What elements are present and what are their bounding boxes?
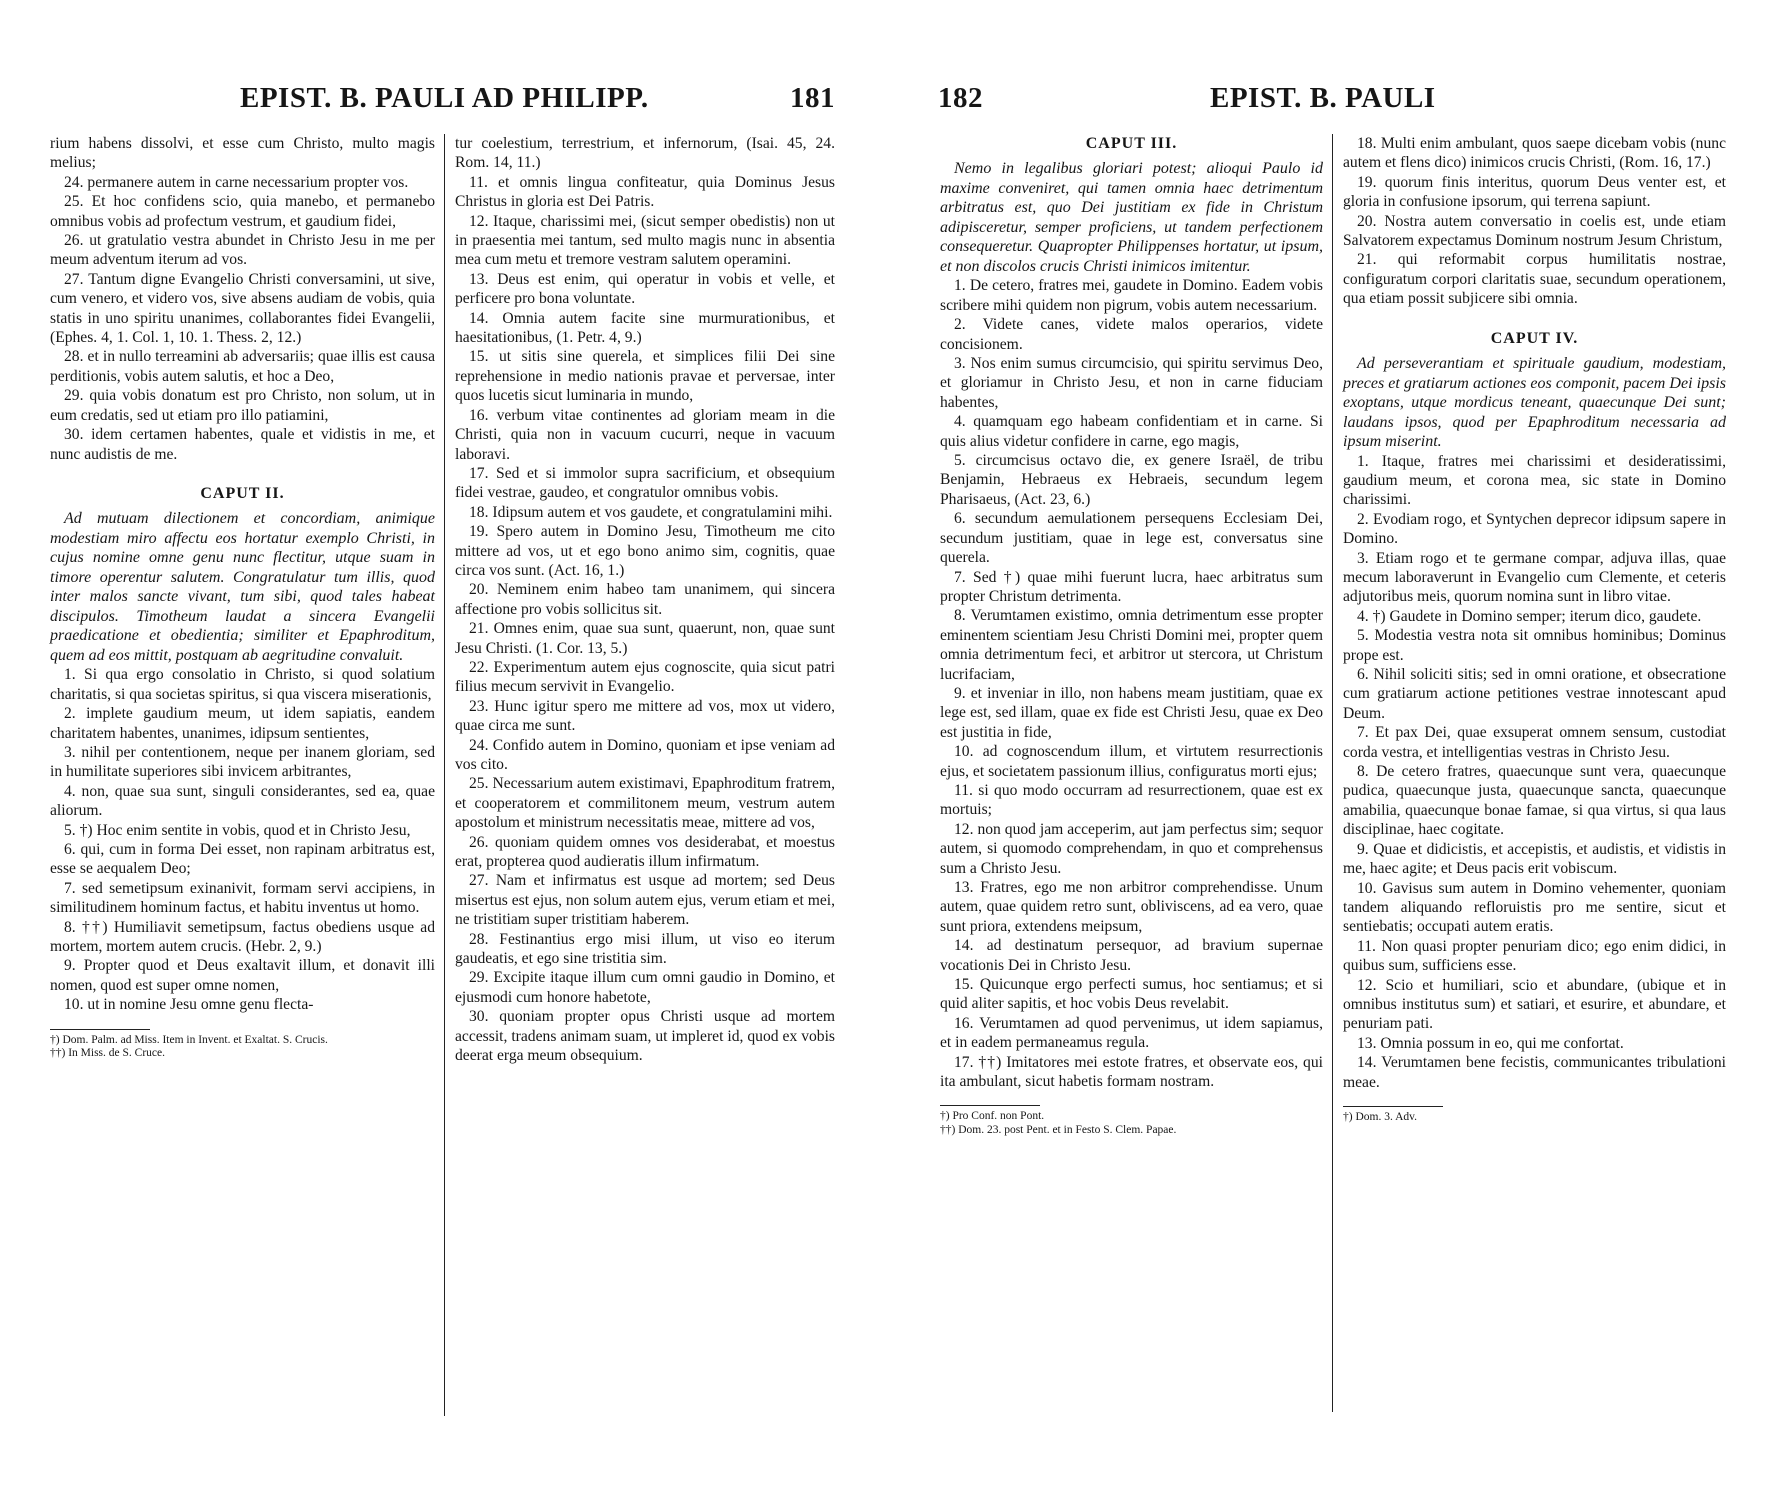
verse-paragraph: 24. Confido autem in Domino, quoniam et ipse veniam ad vos cito. [455,736,835,773]
verse-paragraph: 5. Modestia vestra nota sit omnibus hominibus; Dominus prope est. [1343,627,1726,664]
verse-paragraph: 1. Si qua ergo consolatio in Christo, si quod solatium charitatis, si qua societas spiritus, si qua viscera miserationis, [50,666,435,703]
verse-paragraph: 1. De cetero, fratres mei, gaudete in Domino. Eadem vobis scribere mihi quidem non pigrum, vobis autem necessarium. [940,277,1323,314]
verse-paragraph: 12. Scio et humiliari, scio et abundare, (ubique et in omnibus institutus sum) et satiari, et esurire, et abundare, et penuriam pati. [1343,976,1726,1033]
verse-paragraph: 28. Festinantius ergo misi illum, ut viso eo iterum gaudeatis, et ego sine tristitia sim. [455,930,835,968]
verse-paragraph: 29. Excipite itaque illum cum omni gaudio in Domino, et ejusmodi cum honore habetote, [455,969,835,1006]
footnotes [50,1034,435,1061]
verse-paragraph: 23. Hunc igitur spero me mittere ad vos, mox ut videro, quae circa me sunt. [455,697,835,735]
footnote-rule [1343,1106,1443,1107]
text-block [940,276,1323,1091]
verse-paragraph: 11. Non quasi propter penuriam dico; ego enim didici, in quibus sum, sufficiens esse. [1343,937,1726,975]
chapter-title: CAPUT II. [200,484,285,502]
running-head-title: EPIST. B. PAULI AD PHILIPP. [240,82,649,114]
verse-paragraph: rium habens dissolvi, et esse cum Christo, multo magis melius; [50,135,435,172]
text-block [1343,452,1726,1092]
page-number: 182 [938,82,983,114]
verse-paragraph: 17. Sed et si immolor supra sacrificium, et obsequium fidei vestrae, gaudeo, et congratulor omnibus vobis. [455,464,835,502]
left-column-1 [50,134,435,1061]
verse-paragraph: 10. ut in nomine Jesu omne genu flecta- [64,996,314,1014]
verse-paragraph: 16. verbum vitae continentes ad gloriam meam in die Christi, quia non in vacuum cucurri, neque in vacuum laboravi. [455,406,835,463]
verse-paragraph: 19. Spero autem in Domino Jesu, Timotheum me cito mittere ad vos, ut et ego bono animo sim, cognitis, quae circa vos sunt. (Act. 16, 1.) [455,523,835,579]
verse-paragraph: 17. ††) Imitatores mei estote fratres, et observate eos, qui ita ambulant, sicut habetis formam nostram. [940,1053,1323,1091]
verse-paragraph: 25. Necessarium autem existimavi, Epaphroditum fratrem, et cooperatorem et commilitonem meum, vestrum autem apostolum et ministrum necessitatis meae, mittere ad vos, [455,775,835,832]
verse-paragraph: 7. Sed †) quae mihi fuerunt lucra, haec arbitratus sum propter Christum detrimenta. [940,568,1323,605]
verse-paragraph: 21. Omnes enim, quae sua sunt, quaerunt, non, quae sunt Jesu Christi. (1. Cor. 13, 5.) [455,620,835,657]
chapter-title: CAPUT III. [1085,135,1178,152]
verse-paragraph: 6. Nihil soliciti sitis; sed in omni oratione, et obsecratione cum gratiarum actione petitiones vestrae innotescant apud Deum. [1343,666,1726,722]
chapter-argument: Ad mutuam dilectionem et concordiam, animique modestiam miro affectu eos hortatur exemplo Christi, in cujus nomine omne genu nunc flectitur, utque suam in timore operentur salutem. Congratulatur tum illis, quod inter malos sancte vivant, tum sibi, quod tales habeat discipulos. Timotheum laudat a sincera Evangelii praedicatione et obedientia; similiter et Epaphroditum, quem ad eos mittit, postquam ab aegritudine convaluit. [50,510,435,664]
verse-paragraph: 8. De cetero fratres, quaecunque sunt vera, quaecunque pudica, quaecunque justa, quaecunque sancta, quaecunque amabilia, quaecunque bonae famae, si qua virtus, si qua laus disciplinae, haec cogitate. [1343,763,1726,839]
verse-paragraph: 11. si quo modo occurram ad resurrectionem, quae est ex mortuis; [940,781,1323,819]
verse-paragraph: 28. et in nullo terreamini ab adversariis; quae illis est causa perditionis, vobis autem salutis, et hoc a Deo, [50,348,435,385]
left-column-2 [455,134,835,1066]
running-head-right [900,82,1780,122]
verse-paragraph: 26. ut gratulatio vestra abundet in Christo Jesu in me per meum adventum iterum ad vos. [50,232,435,269]
footnote: †) Dom. Palm. ad Miss. Item in Invent. et Exaltat. S. Crucis. [50,1033,328,1046]
footnote-rule [940,1105,1040,1106]
footnote: †) Pro Conf. non Pont. [940,1110,1045,1123]
verse-paragraph: 15. ut sitis sine querela, et simplices filii Dei sine reprehensione in medio nationis pravae et perversae, inter quos lucetis sicut luminaria in mundo, [455,348,835,405]
verse-paragraph: 9. et inveniar in illo, non habens meam justitiam, quae ex lege est, sed illam, quae ex fide est Christi Jesu, quae ex Deo est justitia in fide, [940,684,1323,741]
running-head-title: EPIST. B. PAULI [1210,82,1436,114]
verse-paragraph: 27. Nam et infirmatus est usque ad mortem; sed Deus misertus est ejus, non solum autem ejus, verum etiam et mei, ne tristitiam super tristitiam haberem. [455,872,835,929]
verse-paragraph: 14. Omnia autem facite sine murmurationibus, et haesitationibus, (1. Petr. 4, 9.) [455,309,835,347]
verse-paragraph: 7. sed semetipsum exinanivit, formam servi accipiens, in similitudinem hominum factus, et habitu inventus ut homo. [50,879,435,917]
verse-paragraph: 27. Tantum digne Evangelio Christi conversamini, ut sive, cum venero, et videro vos, sive absens audiam de vobis, quia statis in uno spiritu unanimes, collaborantes fidei Evangelii, (Ephes. 4, 1. Col. 1, 10. 1. Thess. 2, 12.) [50,270,435,347]
verse-paragraph: 20. Neminem enim habeo tam unanimem, qui sincera affectione pro vobis sollicitus sit. [455,581,835,618]
column-rule [1332,134,1333,1412]
verse-paragraph: 13. Omnia possum in eo, qui me confortat. [1357,1034,1624,1052]
verse-paragraph: 29. quia vobis donatum est pro Christo, non solum, ut in eum credatis, sed ut etiam pro illo patiamini, [50,387,435,424]
verse-paragraph: 18. Multi enim ambulant, quos saepe dicebam vobis (nunc autem et flens dico) inimicos crucis Christi, (Rom. 16, 17.) [1343,135,1726,172]
verse-paragraph: 6. qui, cum in forma Dei esset, non rapinam arbitratus est, esse se aequalem Deo; [50,840,435,878]
verse-paragraph: 15. Quicunque ergo perfecti sumus, hoc sentiamus; et si quid aliter sapitis, et hoc vobis Deus revelabit. [940,976,1323,1013]
chapter-argument: Nemo in legalibus gloriari potest; alioqui Paulo id maxime conveniret, qui tamen omnia haec detrimentum arbitratus est, quo Dei justitiam ex fide in Christum adipisceretur, semper proficiens, ut tandem perfectionem consequeretur. Quapropter Philippenses hortatur, ut ipsum, et non discolos crucis Christi inimicos imitentur. [940,160,1323,275]
verse-paragraph: 9. Propter quod et Deus exaltavit illum, et donavit illi nomen, quod est super omne nomen, [50,957,435,994]
verse-paragraph: 3. nihil per contentionem, neque per inanem gloriam, sed in humilitate superiores sibi invicem arbitrantes, [50,743,435,781]
text-block [50,134,435,464]
verse-paragraph: 5. circumcisus octavo die, ex genere Israël, de tribu Benjamin, Hebraeus ex Hebraeis, secundum legem Pharisaeus, (Act. 23, 6.) [940,452,1323,508]
page-number: 181 [790,82,835,114]
running-head-left [0,82,860,122]
chapter-title: CAPUT IV. [1490,329,1579,347]
right-column-2 [1343,134,1726,1124]
verse-paragraph: 12. Itaque, charissimi mei, (sicut semper obedistis) non ut in praesentia mei tantum, sed multo magis nunc in absentia mea cum metu et tremore vestram salutem operamini. [455,212,835,269]
verse-paragraph: 4. quamquam ego habeam confidentiam et in carne. Si quis alius videtur confidere in carne, ego magis, [940,413,1323,450]
verse-paragraph: 30. idem certamen habentes, quale et vidistis in me, et nunc audistis de me. [50,426,435,463]
text-block [50,665,435,1014]
chapter-argument: Ad perseverantiam et spirituale gaudium, modestiam, preces et gratiarum actiones eos componit, pacem Dei ipsis exoptans, utque mordicus teneant, quaecunque Dei sunt; laudans ipsos, quod per Epaphroditum necessaria ad ipsum miserint. [1343,355,1726,451]
text-block [455,134,835,1066]
right-column-1 [940,134,1323,1137]
verse-paragraph: 7. Et pax Dei, quae exsuperat omnem sensum, custodiat corda vestra, et intelligentias vestras in Christo Jesu. [1343,724,1726,761]
verse-paragraph: 19. quorum finis interitus, quorum Deus venter est, et gloria in confusione ipsorum, qui terrena sapiunt. [1343,173,1726,211]
verse-paragraph: 25. Et hoc confidens scio, quia manebo, et permanebo omnibus vobis ad profectum vestrum, et gaudium fidei, [50,193,435,230]
verse-paragraph: 3. Etiam rogo et te germane compar, adjuva illas, quae mecum laboraverunt in Evangelio cum Clemente, et ceteris adjutoribus meis, quorum nomina sunt in libro vitae. [1343,549,1726,606]
verse-paragraph: 8. ††) Humiliavit semetipsum, factus obediens usque ad mortem, mortem autem crucis. (Hebr. 2, 9.) [50,918,435,955]
footnote: ††) Dom. 23. post Pent. et in Festo S. Clem. Papae. [940,1123,1177,1136]
verse-paragraph: 3. Nos enim sumus circumcisio, qui spiritu servimus Deo, et gloriamur in Christo Jesu, et non in carne fiduciam habentes, [940,355,1323,411]
verse-paragraph: 24. permanere autem in carne necessarium propter vos. [64,173,409,191]
verse-paragraph: 5. †) Hoc enim sentite in vobis, quod et in Christo Jesu, [64,821,411,839]
verse-paragraph: 14. ad destinatum persequor, ad bravium supernae vocationis Dei in Christo Jesu. [940,937,1323,974]
verse-paragraph: 18. Idipsum autem et vos gaudete, et congratulamini mihi. [469,503,833,521]
verse-paragraph: 11. et omnis lingua confiteatur, quia Dominus Jesus Christus in gloria est Dei Patris. [455,173,835,211]
verse-paragraph: 2. Evodiam rogo, et Syntychen deprecor idipsum sapere in Domino. [1343,510,1726,548]
verse-paragraph: 4. non, quae sua sunt, singuli considerantes, sed ea, quae aliorum. [50,782,435,820]
verse-paragraph: 4. †) Gaudete in Domino semper; iterum dico, gaudete. [1357,607,1702,625]
verse-paragraph: 13. Fratres, ego me non arbitror comprehendisse. Unum autem, quae quidem retro sunt, obliviscens, ad ea vero, quae sunt priora, extendens meipsum, [940,879,1323,935]
footnote: ††) In Miss. de S. Cruce. [50,1047,165,1060]
verse-paragraph: 13. Deus est enim, qui operatur in vobis et velle, et perficere pro bona voluntate. [455,270,835,308]
verse-paragraph: 9. Quae et didicistis, et accepistis, et audistis, et vidistis in me, haec agite; et Deus pacis erit vobiscum. [1343,840,1726,878]
verse-paragraph: 6. secundum aemulationem persequens Ecclesiam Dei, secundum justitiam, quae in lege est, conversatus sine querela. [940,510,1323,567]
verse-paragraph: 14. Verumtamen bene fecistis, communicantes tribulationi meae. [1343,1054,1726,1091]
verse-paragraph: 2. Videte canes, videte malos operarios, videte concisionem. [940,316,1323,353]
verse-paragraph: 20. Nostra autem conversatio in coelis est, unde etiam Salvatorem expectamus Dominum nostrum Jesum Christum, [1343,212,1726,250]
right-page [900,0,1780,1500]
verse-paragraph: 30. quoniam propter opus Christi usque ad mortem accessit, tradens animam suam, ut impleret id, quod ex vobis deerat erga meum obsequium. [455,1008,835,1065]
footnote: †) Dom. 3. Adv. [1343,1110,1418,1123]
verse-paragraph: 2. implete gaudium meum, ut idem sapiatis, eandem charitatem habentes, unanimes, idipsum sentientes, [50,705,435,742]
footnotes [1343,1111,1726,1125]
footnotes [940,1110,1323,1137]
verse-paragraph: 16. Verumtamen ad quod pervenimus, ut idem sapiamus, et in eadem permaneamus regula. [940,1014,1323,1052]
column-rule [444,134,445,1416]
verse-paragraph: 10. ad cognoscendum illum, et virtutem resurrectionis ejus, et societatem passionum illius, configuratus morti ejus; [940,743,1323,780]
verse-paragraph: 10. Gavisus sum autem in Domino vehementer, quoniam tandem aliquando refloruistis pro me sentire, sicut et sentiebatis; occupati autem eratis. [1343,879,1726,936]
verse-paragraph: tur coelestium, terrestrium, et infernorum, (Isai. 45, 24. Rom. 14, 11.) [455,135,835,172]
verse-paragraph: 22. Experimentum autem ejus cognoscite, quia sicut patri filius mecum servivit in Evangelio. [455,658,835,696]
left-page [0,0,860,1500]
footnote-rule [50,1029,150,1030]
text-block [1343,134,1726,309]
verse-paragraph: 1. Itaque, fratres mei charissimi et desideratissimi, gaudium meum, et corona mea, sic state in Domino charissimi. [1343,452,1726,509]
verse-paragraph: 21. qui reformabit corpus humilitatis nostrae, configuratum corpori claritatis suae, secundum operationem, qua etiam possit subjicere sibi omnia. [1343,251,1726,308]
verse-paragraph: 26. quoniam quidem omnes vos desiderabat, et moestus erat, propterea quod audieratis illum infirmatum. [455,833,835,871]
verse-paragraph: 12. non quod jam acceperim, aut jam perfectus sim; sequor autem, si quomodo comprehendam, in quo et comprehensus sum a Christo Jesu. [940,820,1323,877]
verse-paragraph: 8. Verumtamen existimo, omnia detrimentum esse propter eminentem scientiam Jesu Christi Domini mei, propter quem omnia detrimentum feci, et arbitror ut stercora, ut Christum lucrifaciam, [940,607,1323,683]
